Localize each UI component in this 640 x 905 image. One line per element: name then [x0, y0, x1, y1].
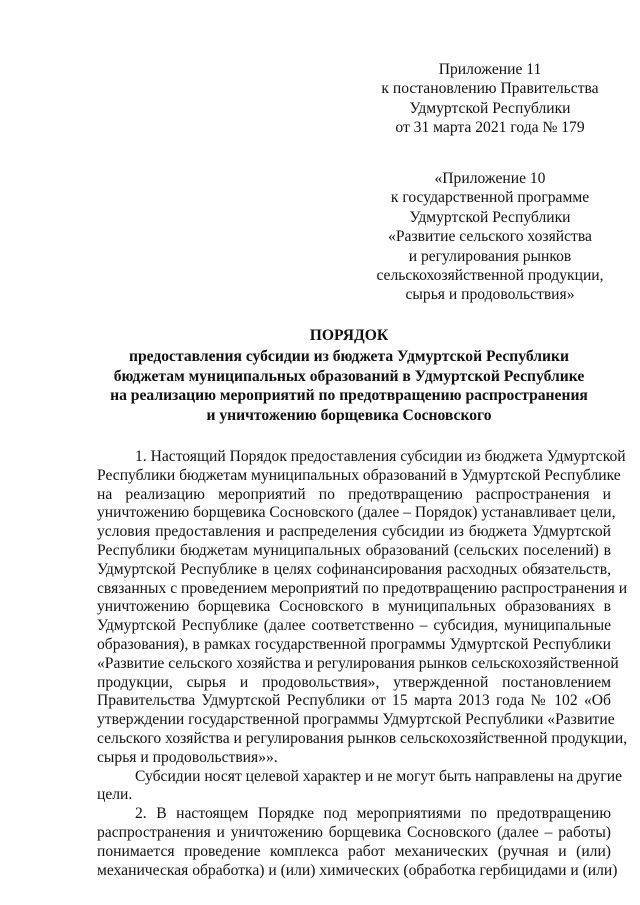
body-line: уничтожению борщевика Сосновского в муниципальных образованиях в: [97, 598, 611, 616]
body-line: 1. Настоящий Порядок предоставления субсидии из бюджета Удмуртской: [135, 448, 626, 465]
body-line: распространения и уничтожению борщевика Сосновского (далее – работы): [97, 823, 611, 841]
body-line: продукции, сырья и продовольствия», утвержденной постановлением: [97, 673, 611, 691]
document-title: [60, 326, 638, 425]
body-line: цели.: [97, 786, 133, 804]
body-line: Удмуртской Республике (далее соответственно – субсидия, муниципальные: [97, 617, 611, 635]
appendix-11-line: Удмуртской Республики: [409, 99, 571, 117]
appendix-10-line: Удмуртской Республики: [409, 208, 571, 226]
body-line: 2. В настоящем Порядке под мероприятиями по предотвращению: [135, 805, 611, 823]
appendix-10-line: «Приложение 10: [434, 170, 546, 187]
body-line: связанных с проведением мероприятий по предотвращению распространения и: [97, 579, 628, 597]
body-line: утверждении государственной программы Удмуртской Республики «Развитие: [97, 711, 615, 729]
appendix-10-header: [370, 169, 610, 305]
body-line: Республики бюджетам муниципальных образований в Удмуртской Республике: [97, 466, 621, 484]
body-line: сельского хозяйства и регулирования рынков сельскохозяйственной продукции,: [97, 729, 628, 747]
title-heading: ПОРЯДОК: [309, 327, 389, 344]
appendix-10-line: к государственной программе: [390, 189, 590, 207]
body-line: Удмуртской Республике в целях софинансирования расходных обязательств,: [97, 560, 611, 578]
appendix-11-line: Приложение 11: [438, 61, 542, 78]
body-line: Правительства Удмуртской Республики от 15 марта 2013 года № 102 «Об: [97, 692, 611, 710]
body-line: Республики бюджетам муниципальных образований (сельских поселений) в: [97, 541, 611, 559]
body-line: понимается проведение комплекса работ механических (ручная и (или): [97, 842, 611, 860]
body-line: уничтожению борщевика Сосновского (далее – Порядок) устанавливает цели,: [97, 504, 616, 522]
body-line: условия предоставления и распределения субсидии из бюджета Удмуртской: [97, 523, 611, 541]
body-line: Субсидии носят целевой характер и не могут быть направлены на другие: [135, 767, 623, 785]
appendix-10-line: сырья и продовольствия»: [405, 286, 575, 304]
body-text: [97, 448, 628, 880]
appendix-11-line: от 31 марта 2021 года № 179: [395, 119, 585, 137]
appendix-10-line: и регулирования рынков: [408, 247, 572, 265]
body-line: на реализацию мероприятий по предотвращению распространения и: [97, 485, 611, 503]
title-line: предоставления субсидии из бюджета Удмуртской Республики: [129, 348, 569, 366]
title-line: и уничтожению борщевика Сосновского: [206, 406, 492, 424]
body-line: сырья и продовольствия»».: [97, 748, 278, 766]
appendix-11-line: к постановлению Правительства: [381, 80, 599, 98]
appendix-11-header: [370, 60, 610, 138]
body-line: «Развитие сельского хозяйства и регулирования рынков сельскохозяйственной: [97, 654, 619, 672]
appendix-10-line: сельскохозяйственной продукции,: [376, 267, 604, 285]
title-line: бюджетам муниципальных образований в Удмуртской Республике: [113, 367, 585, 385]
body-line: образования), в рамках государственной программы Удмуртской Республики: [97, 635, 611, 653]
title-line: на реализацию мероприятий по предотвращению распространения: [110, 387, 588, 405]
body-line: механическая обработка) и (или) химических (обработка гербицидами и (или): [97, 861, 618, 879]
appendix-10-line: «Развитие сельского хозяйства: [388, 228, 592, 246]
